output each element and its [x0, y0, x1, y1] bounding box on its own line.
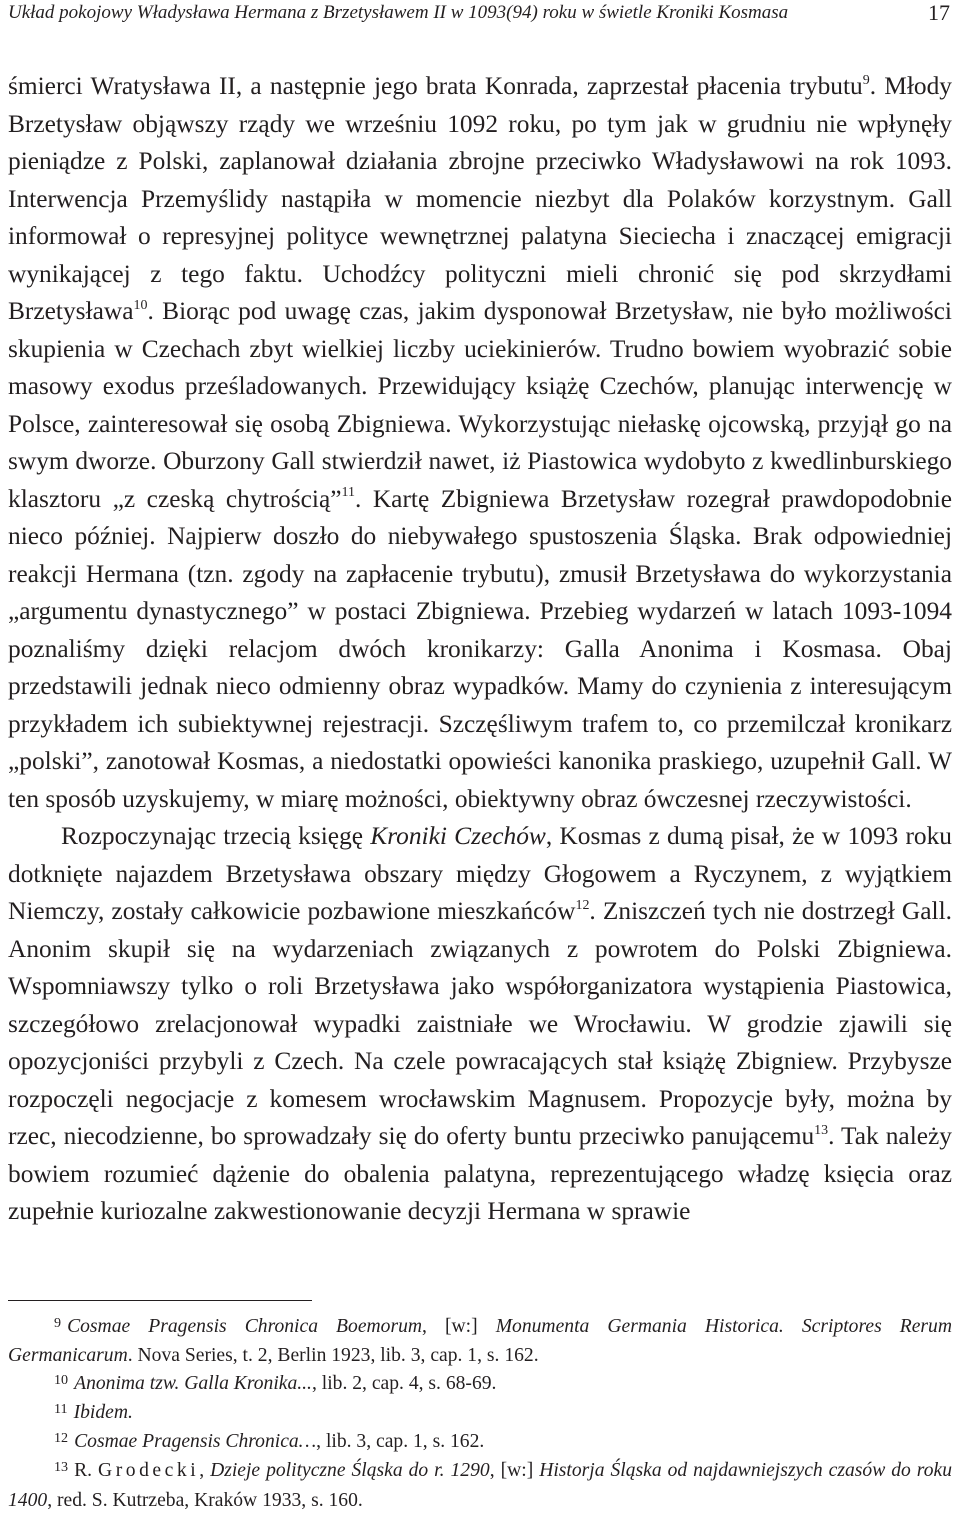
footnote-ref-12[interactable]: 12 — [575, 897, 590, 913]
footnote-11 — [8, 1399, 952, 1428]
text-run: , Kosmas z dumą pisał, że w 1093 roku dotknięte najazdem Brzetysława obszary między Głogowem a Ryczynem, z wyjątkiem Niemczy, zostały całkowicie pozbawione mieszkańców — [8, 822, 953, 925]
footnote-italic: Ibidem. — [73, 1402, 133, 1424]
footnote-text: , [w:] — [422, 1316, 496, 1337]
footnote-ref-11[interactable]: 11 — [341, 485, 355, 501]
page-number: 17 — [928, 0, 950, 25]
footnote-ref-13[interactable]: 13 — [814, 1122, 829, 1138]
footnote-text: , — [199, 1460, 211, 1482]
footnote-text: , red. S. Kutrzeba, Kraków 1933, s. 160. — [47, 1489, 363, 1511]
footnote-italic: Dzieje polityczne Śląska do r. 1290 — [210, 1460, 490, 1482]
footnote-italic: Cosmae Pragensis Chronica… — [74, 1431, 317, 1453]
footnote-separator — [8, 1300, 312, 1301]
footnote-text: , [w:] — [489, 1460, 540, 1482]
running-head — [8, 0, 952, 40]
text-run: śmierci Wratysława II, a następnie jego brata Konrada, zaprzestał płacenia trybutu — [8, 72, 863, 100]
italic-title: Kroniki Czechów — [370, 822, 546, 850]
text-run: . Zniszczeń tych nie dostrzegł Gall. Anonim skupił się na wydarzeniach związanych z powrotem do Polski Zbigniewa. Wspomniawszy tylko o roli Brzetysława jako współorganizatora wystąpienia Piastowica, szczegółowo zrelacjonował wypadki zaistniałe we Wrocławiu. W grodzie zjawili się opozycjoniści przybyli z Czech. Na czele powracających stał książę Zbigniew. Przybysze rozpoczęli negocjacje z komesem wrocławskim Magnusem. Propozycje były, można by rzec, niecodzienne, bo sprowadzały się do oferty buntu przeciwko panującemu — [8, 897, 952, 1150]
text-run: . Kartę Zbigniewa Brzetysław rozegrał prawdopodobnie nieco później. Najpierw doszło do niebywałego spustoszenia Śląska. Brak odpowiedniej reakcji Hermana (tzn. zgody na zapłacenie trybutu), zmusił Brzetysława do wykorzystania „argumentu dynastycznego” w postaci Zbigniewa. Przebieg wydarzeń w latach 1093-1094 poznaliśmy dzięki relacjom dwóch kronikarzy: Galla Anonima i Kosmasa. Obaj przedstawili jednak nieco odmienny obraz wypadków. Mamy do czynienia z interesującym przykładem ich subiektywnej rejestracji. Szczęśliwym trafem to, co przemilczał kronikarz „polski”, zanotował Kosmas, a niedostatki opowieści kanonika praskiego, uzupełnił Gall. W ten sposób uzyskujemy, w miarę możności, obiektywny obraz ówczesnej rzeczywistości. — [8, 484, 952, 813]
footnote-text: , lib. 3, cap. 1, s. 162. — [316, 1431, 485, 1453]
footnote-number: 13 — [54, 1459, 69, 1476]
text-run: . Młody Brzetysław objąwszy rządy we wrześniu 1092 roku, po tym jak w grudniu nie wpłynęły pieniądze z Polski, zaplanował działania zbrojne przeciwko Władysławowi na rok 1093. Interwencja Przemyślidy nastąpiła w momencie niezbyt dla Polaków korzystnym. Gall informował o represyjnej polityce wewnętrznej palatyna Sieciecha i znaczącej emigracji wynikającej z tego faktu. Uchodźcy polityczni mieli chronić się pod skrzydłami Brzetysława — [8, 72, 953, 325]
footnote-number: 11 — [54, 1400, 68, 1417]
footnote-text: . Nova Series, t. 2, Berlin 1923, lib. 3, cap. 1, s. 162. — [127, 1345, 539, 1367]
footnote-italic: Historja Śląska od najdawniejszych czasów do roku 1400 — [8, 1460, 952, 1511]
body-text — [8, 68, 952, 1231]
author-name: Grodecki — [98, 1460, 200, 1482]
footnote-italic: Monumenta Germania Historica. Scriptores Rerum Germanicarum — [8, 1316, 953, 1367]
footnote-text: R. — [74, 1460, 99, 1482]
text-run: . Tak należy bowiem rozumieć dążenie do obalenia palatyna, reprezentującego władzę księcia oraz zupełnie kuriozalne zakwestionowanie decyzji Hermana w sprawie — [8, 1122, 952, 1225]
paragraph — [8, 818, 952, 1231]
running-title: Układ pokojowy Władysława Hermana z Brzetysławem II w 1093(94) roku w świetle Kroniki Kosmasa — [8, 2, 789, 23]
text-run: Rozpoczynając trzecią księgę — [61, 822, 371, 850]
footnote-number: 12 — [54, 1430, 69, 1447]
footnote-italic: Anonima tzw. Galla Kronika... — [74, 1373, 312, 1395]
footnote-ref-9[interactable]: 9 — [862, 72, 870, 88]
footnote-italic: Cosmae Pragensis Chronica Boemorum — [67, 1316, 423, 1337]
text-run: . Biorąc pod uwagę czas, jakim dysponował Brzetysław, nie było możliwości skupienia w Czechach zbyt wielkiej liczby uciekinierów. Trudno bowiem wyobrazić sobie masowy exodus prześladowanych. Przewidujący książę Czechów, planując interwencję w Polsce, zainteresował się osobą Zbigniewa. Wykorzystując niełaskę ojcowską, przyjął go na swym dworze. Oburzony Gall stwierdził nawet, iż Piastowica wydobyto z kwedlinburskiego klasztoru „z czeską chytrością” — [8, 297, 952, 513]
footnote-10 — [8, 1370, 952, 1399]
footnotes — [8, 1313, 952, 1515]
footnote-12 — [8, 1428, 952, 1457]
footnote-ref-10[interactable]: 10 — [133, 297, 148, 313]
footnote-number: 10 — [54, 1371, 69, 1388]
footnote-text: , lib. 2, cap. 4, s. 68-69. — [311, 1373, 497, 1395]
footnote-9 — [8, 1313, 952, 1370]
paragraph — [8, 68, 952, 818]
footnote-number: 9 — [54, 1314, 62, 1331]
footnote-13 — [8, 1457, 952, 1514]
